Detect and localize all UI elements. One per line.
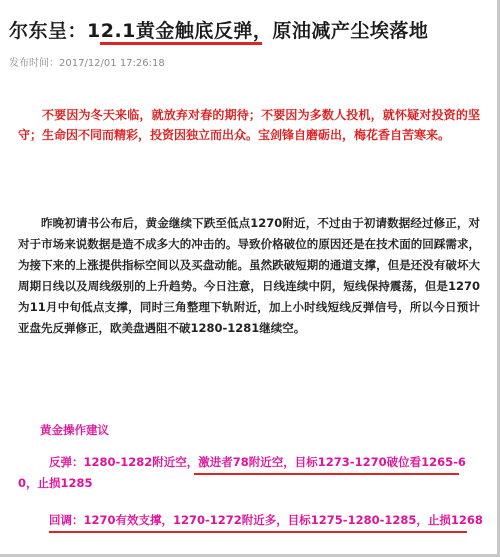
rebound-highlight-underline	[194, 473, 459, 475]
article-title: 尔东呈：12.1黄金触底反弹，原油减产尘埃落地	[9, 20, 429, 42]
motto-quote: 不要因为冬天来临，就放弃对春的期待；不要因为多数人投机，就怀疑对投资的坚守；生命因不同而精彩，投资因独立而出众。宝剑锋自磨砺出，梅花香自苦寒来。	[18, 108, 480, 142]
analysis-paragraph: 昨晚初请书公布后，黄金继续下跌至低点1270附近，不过由于初请数据经过修正，对对于市场来说数据是造不成多大的冲击的。导致价格破位的原因还是在技术面的回踩需求，为接下来的上涨提供指标空间以及买盘动能。虽然跌破短期的通道支撑，但是还没有破坏大周期日线以及周线级别的上升趋势。今日注意，日线连续中阴，短线保持震荡，但是1270为11月中旬低点支撑，同时三角整理下轨附近，加上小时线短线反弹信号，所以今日预计亚盘先反弹修正，欧美盘遇阻不破1280-1281继续空。	[18, 216, 480, 335]
pullback-highlight-underline	[49, 531, 467, 533]
pullback-advice: 回调：1270有效支撑，1270-1272附近多，目标1275-1280-1285，止损1268	[49, 513, 483, 527]
title-highlight-underline	[100, 42, 262, 45]
rebound-advice: 反弹：1280-1282附近空，激进者78附近空，目标1273-1270破位看1265-60，止损1285	[18, 455, 466, 490]
publish-timestamp: 发布时间：2017/12/01 17:26:18	[9, 58, 165, 69]
trading-advice-heading: 黄金操作建议	[40, 423, 109, 437]
